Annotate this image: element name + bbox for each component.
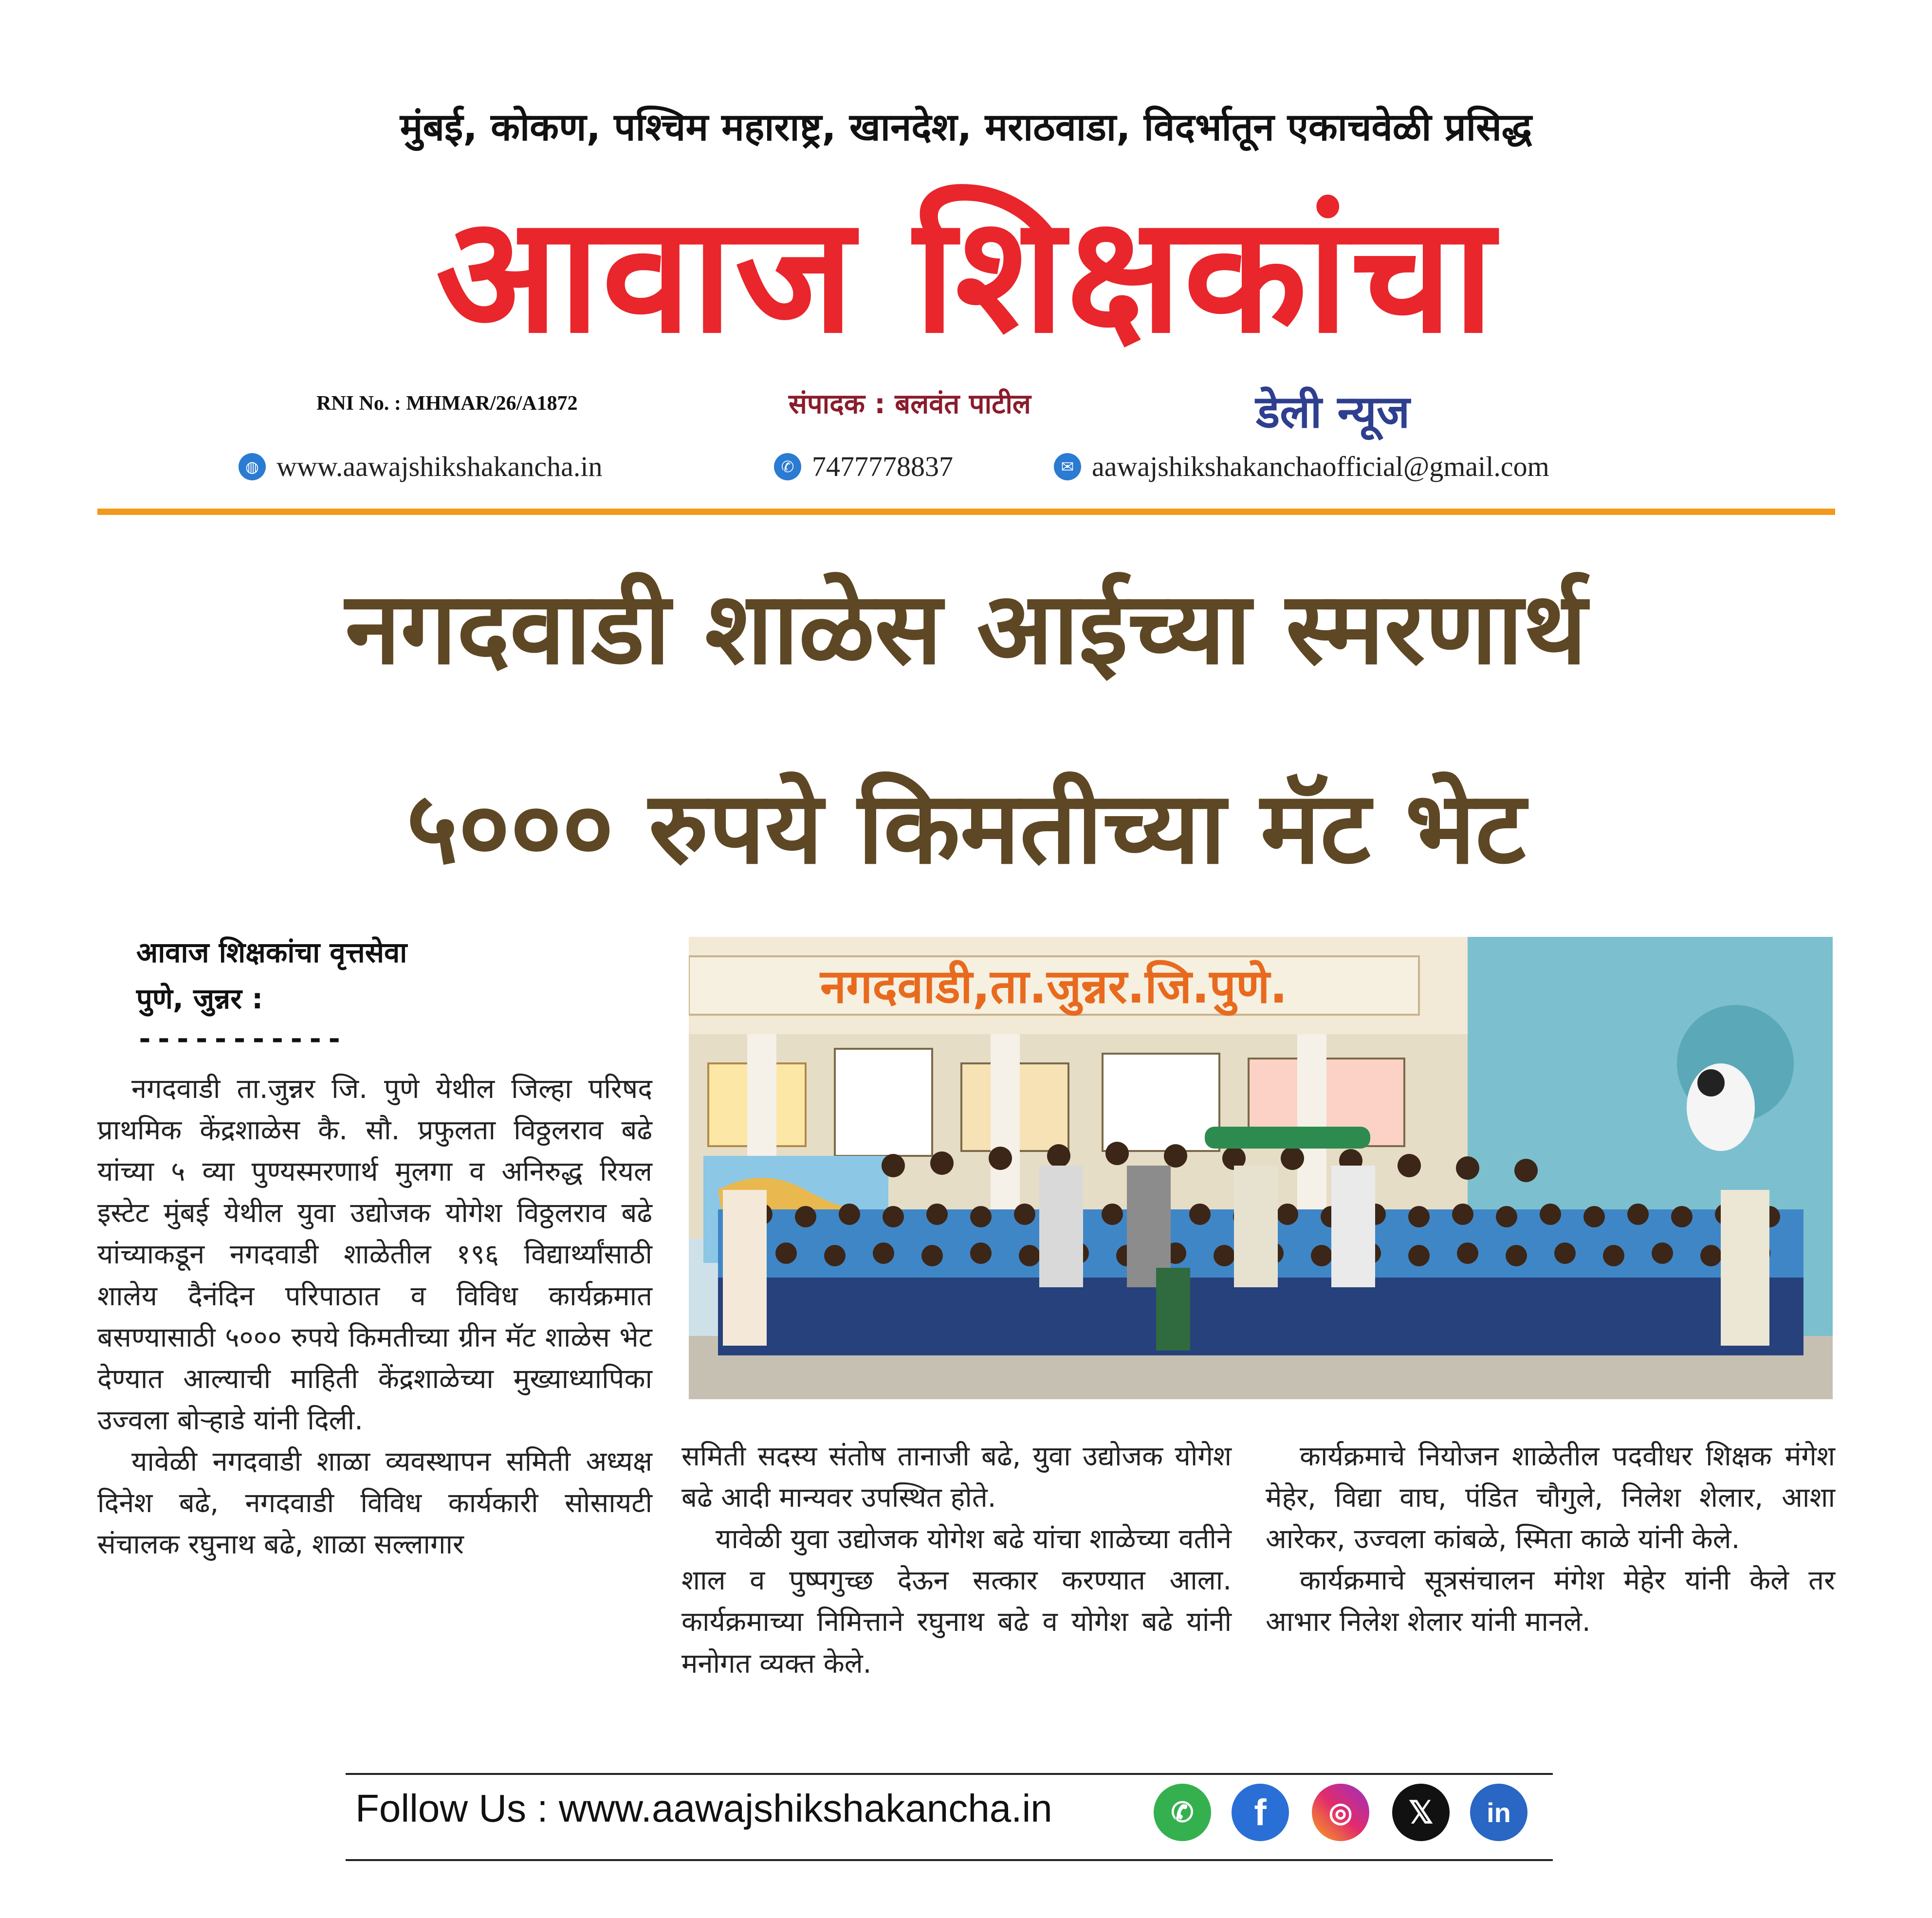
paragraph: नगदवाडी ता.जुन्नर जि. पुणे येथील जिल्हा परिषद प्राथमिक केंद्रशाळेस कै. सौ. प्रफुलता विठ्ठलराव बढे यांच्या ५ व्या पुण्यस्मरणार्थ मुलगा व अनिरुद्ध रियल इस्टेट मुंबई येथील युवा उद्योजक योगेश विठ्ठलराव बढे यांच्याकडून नगदवाडी शाळेतील १९६ विद्यार्थ्यांसाठी शालेय दैनंदिन परिपाठात व विविध कार्यक्रमात बसण्यासाठी ५००० रुपये किमतीच्या ग्रीन मॅट शाळेस भेट देण्यात आल्याची माहिती केंद्रशाळेच्या मुख्याध्यापिका उज्वला बोऱ्हाडे यांनी दिली. [97, 1073, 652, 1436]
contact-phone[interactable] [774, 450, 953, 483]
byline-place: पुणे, जुन्नर : [136, 982, 263, 1015]
mail-icon: ✉ [1054, 453, 1081, 480]
school-name-sign: नगदवाडी,ता.जुन्नर.जि.पुणे. [820, 959, 1288, 1014]
article-column-2 [681, 1436, 1232, 1684]
footer-rule-top [346, 1773, 1553, 1775]
x-icon[interactable]: 𝕏 [1392, 1784, 1450, 1841]
phone-text[interactable]: 7477778837 [812, 451, 953, 482]
header-divider [97, 509, 1835, 515]
email-text[interactable]: aawajshikshakanchaofficial@gmail.com [1092, 451, 1549, 482]
contact-email[interactable] [1054, 450, 1549, 483]
editor-name: संपादक : बलवंत पाटील [789, 388, 1031, 420]
whatsapp-icon[interactable]: ✆ [1154, 1784, 1211, 1841]
rni-number: RNI No. : MHMAR/26/A1872 [316, 392, 578, 415]
byline-agency: आवाज शिक्षकांचा वृत्तसेवा [136, 936, 407, 969]
article-photo [689, 937, 1833, 1399]
green-mat [1205, 1127, 1370, 1149]
tagline: मुंबई, कोकण, पश्चिम महाराष्ट्र, खानदेश, मराठवाडा, विदर्भातून एकाचवेळी प्रसिद्ध [400, 106, 1532, 149]
paragraph: यावेळी युवा उद्योजक योगेश बढे यांचा शाळेच्या वतीने शाल व पुष्पगुच्छ देऊन सत्कार करण्यात आला. कार्यक्रमाच्या निमित्ताने रघुनाथ बढे व योगेश बढे यांनी मनोगत व्यक्त केले. [681, 1523, 1232, 1680]
instagram-icon[interactable]: ◎ [1312, 1784, 1369, 1841]
paragraph: कार्यक्रमाचे सूत्रसंचालन मंगेश मेहेर यांनी केले तर आभार निलेश शेलार यांनी मानले. [1266, 1565, 1835, 1638]
paragraph: यावेळी नगदवाडी शाळा व्यवस्थापन समिती अध्यक्ष दिनेश बढे, नगदवाडी विविध कार्यकारी सोसायटी संचालक रघुनाथ बढे, शाळा सल्लागार [97, 1445, 652, 1561]
headline-line-1: नगदवाडी शाळेस आईच्या स्मरणार्थ [345, 571, 1587, 687]
website-text[interactable]: www.aawajshikshakancha.in [276, 451, 603, 482]
contact-website[interactable] [239, 450, 602, 483]
linkedin-icon[interactable]: in [1470, 1784, 1527, 1841]
byline-rule: ----------- [136, 1022, 345, 1055]
phone-icon: ✆ [774, 453, 801, 480]
headline-line-2: ५००० रुपये किमतीच्या मॅट भेट [406, 770, 1526, 886]
masthead-title: आवाज शिक्षकांचा [436, 182, 1496, 368]
follow-us-text[interactable]: Follow Us : www.aawajshikshakancha.in [355, 1787, 1052, 1830]
paragraph: समिती सदस्य संतोष तानाजी बढे, युवा उद्योजक योगेश बढे आदी मान्यवर उपस्थित होते. [681, 1441, 1232, 1514]
school-group-photo [689, 937, 1833, 1399]
footer-rule-bottom [346, 1859, 1553, 1861]
article-column-1 [97, 1068, 652, 1565]
facebook-icon[interactable]: f [1232, 1784, 1289, 1841]
article-column-3 [1266, 1436, 1835, 1643]
paragraph: कार्यक्रमाचे नियोजन शाळेतील पदवीधर शिक्षक मंगेश मेहेर, विद्या वाघ, पंडित चौगुले, निलेश शेलार, आशा आरेकर, उज्वला कांबळे, स्मिता काळे यांनी केले. [1266, 1441, 1835, 1555]
globe-icon: ◍ [239, 453, 266, 480]
subbrand-daily-news: डेली न्यूज [1256, 386, 1410, 438]
